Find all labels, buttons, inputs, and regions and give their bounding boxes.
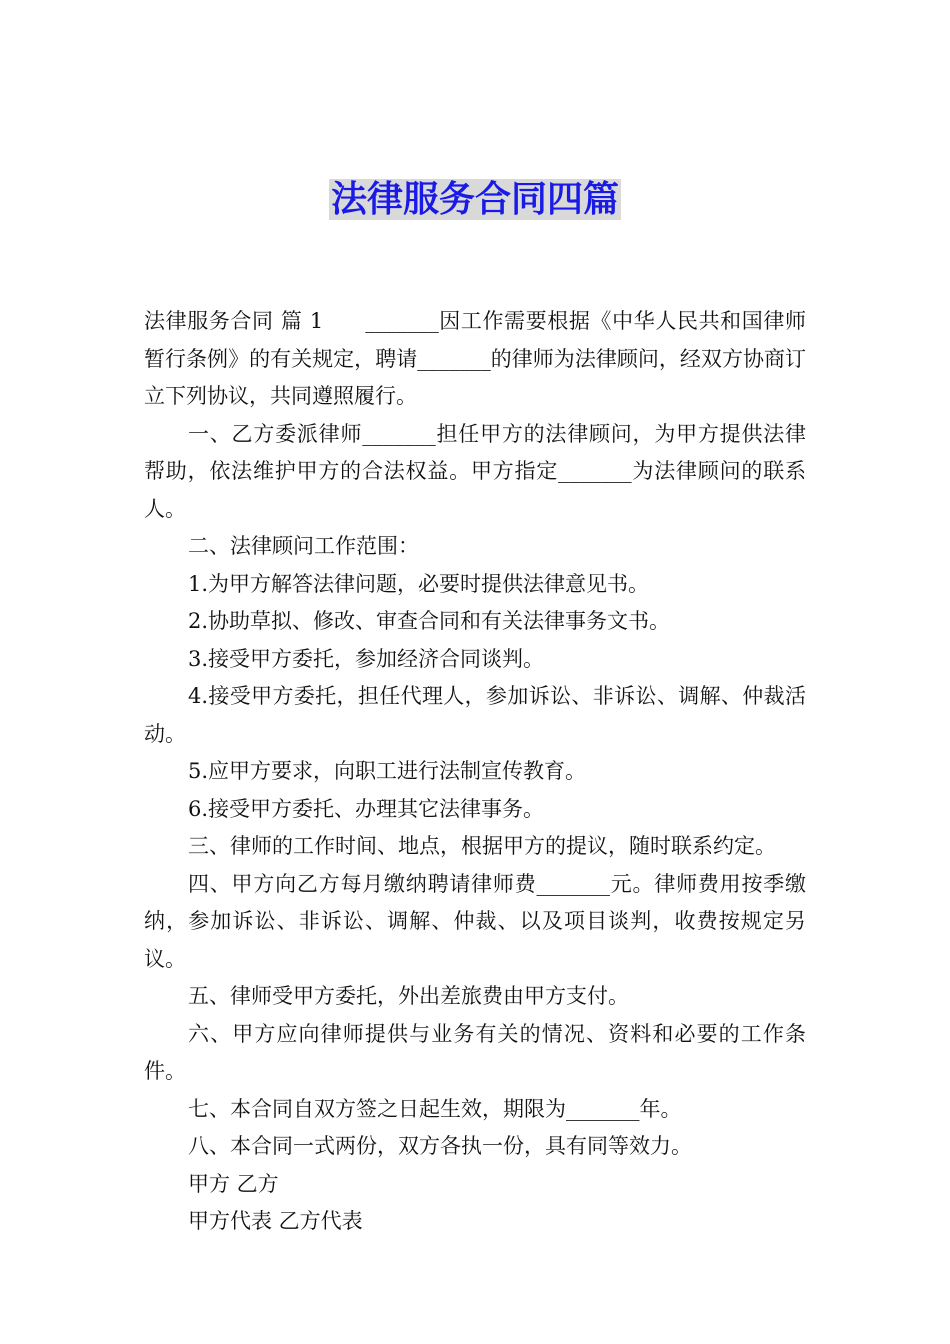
signature-representatives: 甲方代表 乙方代表 bbox=[188, 1209, 363, 1233]
scope-item-2: 2.协助草拟、修改、审查合同和有关法律事务文书。 bbox=[188, 609, 671, 633]
document-title-text: 法律服务合同四篇 bbox=[330, 179, 619, 220]
clause-7: 七、本合同自双方签之日起生效，期限为_______年。 bbox=[188, 1096, 682, 1121]
clause-4: 四、甲方向乙方每月缴纳聘请律师费_______元。律师费用按季缴纳，参加诉讼、非诉讼、调解、仲裁、以及项目谈判，收费按规定另议。 bbox=[144, 871, 806, 971]
document-body bbox=[144, 303, 806, 1241]
scope-item-4: 4.接受甲方委托，担任代理人，参加诉讼、非诉讼、调解、仲裁活动。 bbox=[144, 684, 806, 746]
scope-item-3: 3.接受甲方委托，参加经济合同谈判。 bbox=[188, 646, 545, 671]
document-title bbox=[0, 178, 950, 222]
clause-2: 二、法律顾问工作范围： bbox=[188, 534, 419, 558]
scope-item-5: 5.应甲方要求，向职工进行法制宣传教育。 bbox=[188, 759, 587, 783]
clause-3: 三、律师的工作时间、地点，根据甲方的提议，随时联系约定。 bbox=[188, 834, 776, 858]
signature-parties: 甲方 乙方 bbox=[188, 1171, 279, 1196]
clause-1: 一、乙方委派律师_______担任甲方的法律顾问，为甲方提供法律帮助，依法维护甲方的合法权益。甲方指定_______为法律顾问的联系人。 bbox=[144, 421, 806, 521]
clause-6: 六、甲方应向律师提供与业务有关的情况、资料和必要的工作条件。 bbox=[144, 1021, 806, 1083]
clause-5: 五、律师受甲方委托，外出差旅费由甲方支付。 bbox=[188, 984, 629, 1008]
clause-8: 八、本合同一式两份，双方各执一份，具有同等效力。 bbox=[188, 1134, 692, 1158]
intro-paragraph bbox=[144, 303, 806, 416]
intro-text: _______因工作需要根据《中华人民共和国律师暂行条例》的有关规定，聘请_______的律师为法律顾问，经双方协商订立下列协议，共同遵照履行。 bbox=[144, 309, 807, 408]
scope-item-6: 6.接受甲方委托、办理其它法律事务。 bbox=[188, 796, 545, 821]
scope-item-1: 1.为甲方解答法律问题，必要时提供法律意见书。 bbox=[188, 571, 650, 596]
intro-heading: 法律服务合同 篇 1 bbox=[144, 309, 324, 333]
